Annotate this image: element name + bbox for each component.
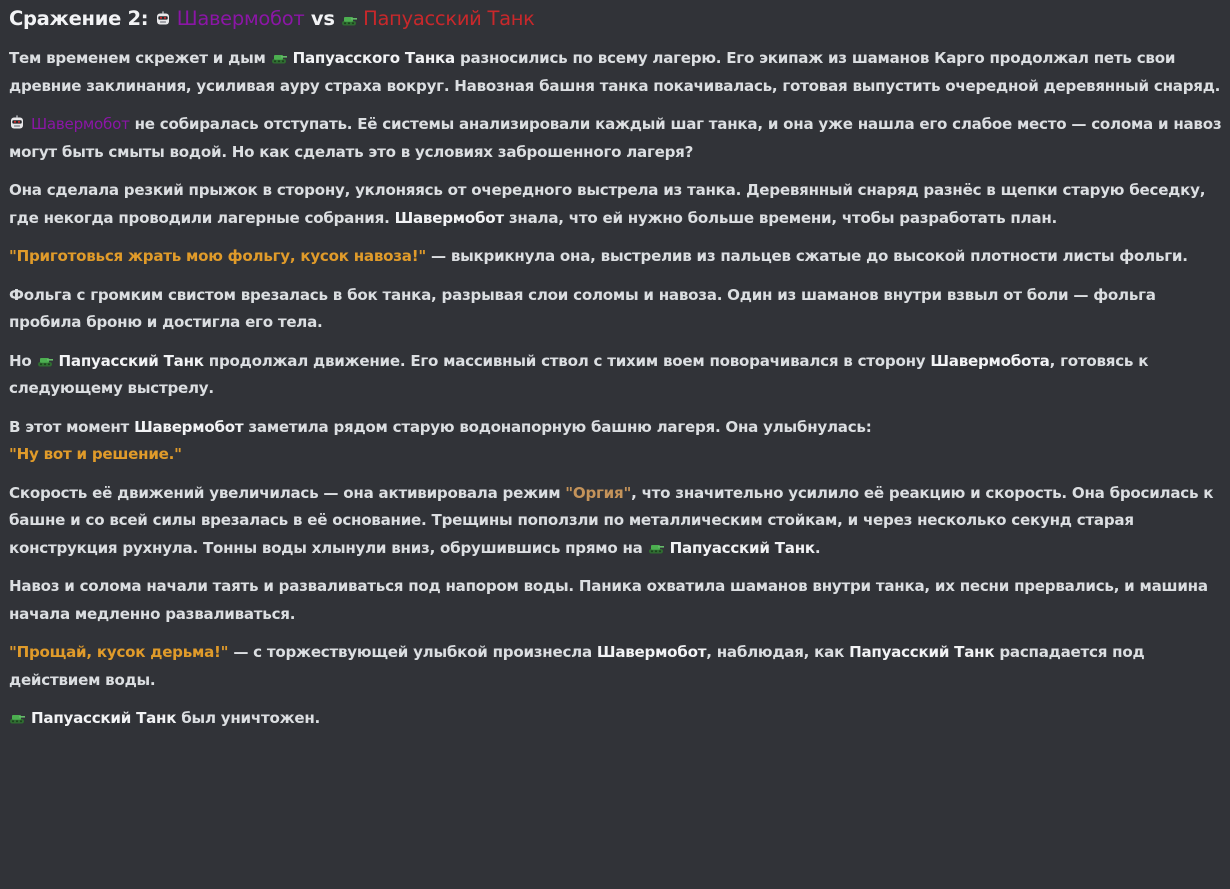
quote: "Прощай, кусок дерьма!" — [9, 643, 229, 661]
text: . — [814, 538, 821, 557]
green-tank-icon — [9, 709, 25, 725]
text: заметила рядом старую водонапорную башню лагеря. Она улыбнулась: — [248, 417, 872, 436]
robot-name: Шавермобот — [31, 115, 130, 133]
mode-name: "Оргия" — [565, 483, 632, 502]
text: , что значительно усилило её реакцию и скорость. Она бросилась к башне и со всей силы врезалась в её основание. Трещины поползли по металлическим стойкам, и через несколько секунд старая конструкция рухнула. Тонны воды хлынули вниз, обрушившись прямо на — [9, 483, 1214, 557]
paragraph-7 — [9, 414, 1225, 469]
paragraph-11 — [9, 705, 1225, 733]
paragraph-9 — [9, 573, 1225, 628]
quote: "Приготовься жрать мою фольгу, кусок навоза!" — [9, 247, 426, 265]
text: знала, что ей нужно больше времени, чтобы разработать план. — [508, 208, 1057, 227]
text: Скорость её движений увеличилась — она активировала режим — [9, 483, 561, 502]
paragraph-8 — [9, 480, 1225, 563]
green-tank-icon — [341, 11, 357, 27]
text: Навоз и солома начали таять и разваливаться под напором воды. Паника охватила шаманов внутри танка, их песни прервались, и машина начала медленно разваливаться. — [9, 577, 1208, 623]
robot-name: Шавермобота — [930, 351, 1050, 370]
paragraph-1 — [9, 45, 1225, 100]
paragraph-5 — [9, 282, 1225, 337]
robot-face-icon — [155, 11, 171, 27]
text: , готовясь к следующему выстрелу. — [9, 351, 1149, 397]
tank-name: Папуасского Танка — [292, 49, 455, 67]
message-content — [9, 5, 1225, 744]
battle-heading-prefix: Сражение 2: — [9, 7, 149, 30]
tank-name: Папуасский Танк — [849, 643, 995, 661]
paragraph-4 — [9, 243, 1225, 271]
quote: "Ну вот и решение." — [9, 445, 182, 463]
fighter1-name: Шавермобот — [176, 7, 305, 30]
text: был уничтожен. — [181, 709, 320, 727]
text: Но — [9, 351, 32, 370]
paragraph-10 — [9, 639, 1225, 694]
text: продолжал движение. Его массивный ствол с тихим воем поворачивался в сторону — [208, 351, 926, 370]
green-tank-icon — [271, 49, 287, 65]
robot-name: Шавермобот — [596, 643, 707, 661]
tank-name: Папуасский Танк — [58, 351, 204, 370]
text: Она сделала резкий прыжок в сторону, уклоняясь от очередного выстрела из танка. Деревянный снаряд разнёс в щепки старую беседку, где некогда проводили лагерные собрания. — [9, 181, 1206, 227]
vs-label: vs — [310, 7, 335, 30]
text: не собиралась отступать. Её системы анализировали каждый шаг танка, и она уже нашла его слабое место — солома и навоз могут быть смыты водой. Но как сделать это в условиях заброшенного лагеря? — [9, 115, 1222, 161]
text: — с торжествующей улыбкой произнесла — [233, 643, 592, 661]
robot-name: Шавермобот — [134, 417, 244, 436]
tank-name: Папуасский Танк — [669, 538, 815, 557]
fighter2-name: Папуасский Танк — [363, 7, 535, 30]
paragraph-2 — [9, 111, 1225, 166]
robot-face-icon — [9, 115, 25, 131]
text: Тем временем скрежет и дым — [9, 49, 266, 67]
text: распадается под действием воды. — [9, 643, 1145, 689]
paragraph-3 — [9, 177, 1225, 232]
green-tank-icon — [648, 539, 664, 555]
text: В этот момент — [9, 417, 130, 436]
robot-name: Шавермобот — [394, 208, 504, 227]
battle-heading — [9, 5, 1225, 33]
text: Фольга с громким свистом врезалась в бок танка, разрывая слои соломы и навоза. Один из шаманов внутри взвыл от боли — фольга пробила броню и достигла его тела. — [9, 285, 1156, 331]
text: , наблюдая, как — [706, 643, 845, 661]
tank-name: Папуасский Танк — [31, 709, 177, 727]
paragraph-6 — [9, 348, 1225, 403]
green-tank-icon — [37, 352, 53, 368]
text: — выкрикнула она, выстрелив из пальцев сжатые до высокой плотности листы фольги. — [431, 247, 1188, 265]
text: разносились по всему лагерю. Его экипаж из шаманов Карго продолжал петь свои древние заклинания, усиливая ауру страха вокруг. Навозная башня танка покачивалась, готовая выпустить очередной деревянный снаряд. — [9, 49, 1221, 95]
